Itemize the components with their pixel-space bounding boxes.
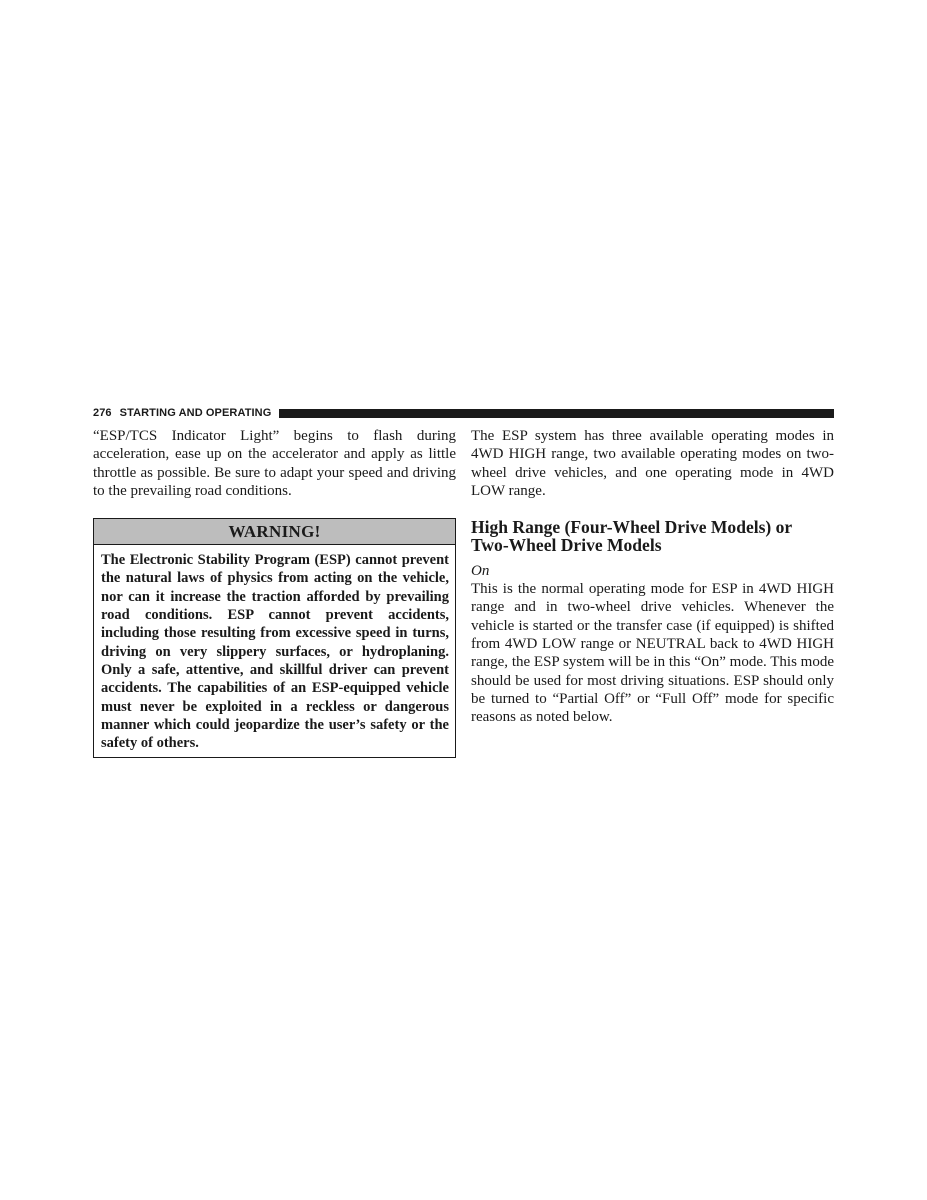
section-title: STARTING AND OPERATING (119, 407, 272, 419)
page-number: 276 (93, 407, 112, 419)
mode-paragraph: This is the normal operating mode for ESP in 4WD HIGH range and in two-wheel drive vehicles. Whenever the vehicle is started or the transfer case (if equipped) is shifted from 4WD LOW range or NEUTRAL back to 4WD HIGH range, the ESP system will be in this “On” mode. This mode should be used for most driving situations. ESP should only be turned to “Partial Off” or “Full Off” mode for specific reasons as noted below. (471, 581, 834, 726)
warning-title: WARNING! (94, 519, 455, 545)
page-header (93, 406, 834, 420)
subheading-line-1: High Range (Four-Wheel Drive Models) or (471, 517, 793, 538)
warning-text: The Electronic Stability Program (ESP) cannot prevent the natural laws of physics from acting on the vehicle, nor can it increase the traction afforded by prevailing road conditions. ESP cannot prevent accidents, including those resulting from excessive speed in turns, driving on very slippery surfaces, or hydroplaning. Only a safe, attentive, and skillful driver can prevent accidents. The capabilities of an ESP-equipped vehicle must never be exploited in a reckless or dangerous manner which could jeopardize the user’s safety or the safety of others. (101, 552, 449, 752)
left-column (93, 427, 456, 758)
header-rule (279, 409, 834, 418)
mode-label-on: On (471, 562, 490, 579)
right-column (471, 427, 834, 726)
section-subheading (471, 518, 834, 555)
intro-paragraph-right: The ESP system has three available operating modes in 4WD HIGH range, two available operating modes on two-wheel drive vehicles, and one operating mode in 4WD LOW range. (471, 428, 834, 499)
subheading-line-2: Two-Wheel Drive Models (471, 535, 662, 556)
intro-paragraph-left: “ESP/TCS Indicator Light” begins to flash during acceleration, ease up on the accelerator and apply as little throttle as possible. Be sure to adapt your speed and driving to the prevailing road conditions. (93, 428, 456, 499)
warning-box (93, 518, 456, 758)
